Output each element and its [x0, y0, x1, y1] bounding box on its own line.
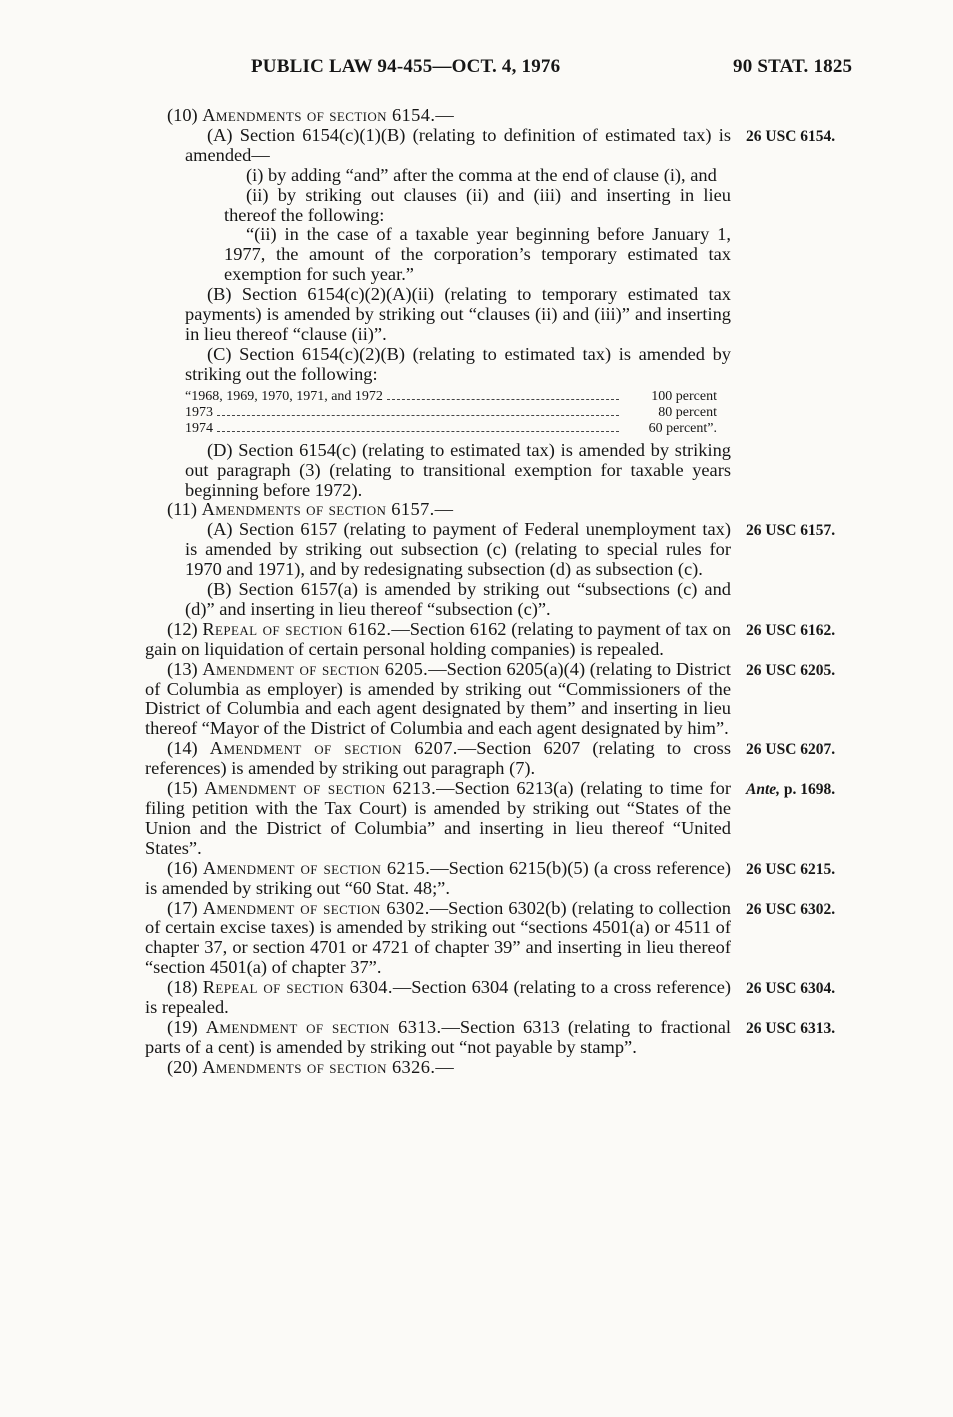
paragraph: (12) Repeal of section 6162.—Section 6162 (relating to payment of tax on gain on liquidation of certain personal holding companies) is repealed.	[145, 618, 732, 659]
paragraph: (14) Amendment of section 6207.—Section 6207 (relating to cross references) is amended by striking out paragraph (7).	[145, 738, 731, 779]
margin-citation: 26 USC 6207.	[746, 741, 836, 758]
margin-citation: 26 USC 6302.	[746, 901, 836, 918]
margin-citation: 26 USC 6304.	[746, 980, 836, 997]
statute-text	[145, 106, 731, 1078]
section-heading: Amendment of section 6215.	[202, 857, 431, 878]
paragraph: (A) Section 6157 (relating to payment of Federal unemployment tax) is amended by striking out subsection (c) (relating to special rules for 1970 and 1971), and by redesignating subsection (d) as subsection (c).	[185, 519, 731, 580]
rate-year: 1973	[185, 404, 213, 420]
paragraph: (B) Section 6154(c)(2)(A)(ii) (relating to temporary estimated tax payments) is amended by striking out “clauses (ii) and (iii)” and inserting in lieu thereof “clause (ii)”.	[185, 284, 731, 344]
paragraph: “(ii) in the case of a taxable year beginning before January 1, 1977, the amount of the corporation’s temporary estimated tax exemption for such year.”	[224, 224, 731, 285]
section-heading: Amendments of section 6154.	[202, 105, 436, 125]
paragraph: (A) Section 6154(c)(1)(B) (relating to definition of estimated tax) is amended—	[185, 124, 731, 165]
margin-citation: 26 USC 6205.	[746, 662, 836, 679]
section-heading: Amendment of section 6313.	[205, 1016, 442, 1037]
rate-table-row	[185, 405, 717, 421]
paragraph: (18) Repeal of section 6304.—Section 6304 (relating to a cross reference) is repealed.	[145, 977, 731, 1018]
section-heading: Amendment of section 6213.	[204, 778, 437, 799]
paragraph: (C) Section 6154(c)(2)(B) (relating to estimated tax) is amended by striking out the following:	[185, 343, 731, 384]
paragraph: (15) Amendment of section 6213.—Section 6213(a) (relating to time for filing petition with the Tax Court) is amended by striking out “States of the Union and the District of Columbia” and inserting in lieu thereof “United States”.	[145, 778, 731, 858]
paragraph: (10) Amendments of section 6154.—	[167, 105, 454, 125]
rate-percent: 60 percent”.	[648, 420, 717, 436]
margin-citation: 26 USC 6162.	[746, 622, 836, 639]
running-header: PUBLIC LAW 94-455—OCT. 4, 1976	[251, 56, 561, 77]
margin-citation: 26 USC 6157.	[746, 522, 836, 539]
margin-citation: Ante, p. 1698.	[746, 781, 836, 798]
paragraph: (B) Section 6157(a) is amended by striking out “subsections (c) and (d)” and inserting in lieu thereof “subsection (c)”.	[185, 579, 731, 619]
paragraph: (17) Amendment of section 6302.—Section 6302(b) (relating to collection of certain excise taxes) is amended by striking out “sections 4501(a) or 4511 of chapter 37, or section 4701 or 4721 of chapter 39” and inserting in lieu thereof “section 4501(a) of chapter 37”.	[145, 897, 731, 978]
section-heading: Amendment of section 6302.	[202, 897, 430, 918]
leader-dots	[217, 430, 619, 432]
margin-citation: 26 USC 6215.	[746, 861, 836, 878]
paragraph: (16) Amendment of section 6215.—Section 6215(b)(5) (a cross reference) is amended by striking out “60 Stat. 48;”.	[145, 857, 731, 898]
rate-table	[185, 389, 717, 437]
leader-dots	[387, 398, 619, 400]
rate-table-row	[185, 389, 717, 405]
section-heading: Repeal of section 6162.	[202, 618, 392, 639]
rate-table-row	[185, 421, 717, 437]
section-heading: Repeal of section 6304.	[202, 977, 393, 998]
paragraph: (ii) by striking out clauses (ii) and (iii) and inserting in lieu thereof the following:	[224, 184, 731, 225]
rate-percent: 100 percent	[651, 388, 717, 404]
section-heading: Amendment of section 6207.	[209, 738, 458, 759]
paragraph: (D) Section 6154(c) (relating to estimated tax) is amended by striking out paragraph (3) (relating to transitional exemption for taxable years beginning before 1972).	[185, 439, 731, 500]
section-heading: Amendments of section 6326.	[202, 1056, 436, 1077]
paragraph: (19) Amendment of section 6313.—Section 6313 (relating to fractional parts of a cent) is amended by striking out “not payable by stamp”.	[145, 1016, 731, 1057]
section-heading: Amendment of section 6205.	[202, 658, 429, 679]
paragraph: (i) by adding “and” after the comma at the end of clause (i), and	[246, 164, 717, 185]
rate-year: 1974	[185, 420, 213, 436]
margin-citation: 26 USC 6313.	[746, 1020, 836, 1037]
rate-year: “1968, 1969, 1970, 1971, and 1972	[185, 388, 383, 404]
section-heading: Amendments of section 6157.	[201, 499, 435, 520]
leader-dots	[217, 414, 619, 416]
statute-page-number: 90 STAT. 1825	[733, 56, 853, 77]
paragraph: (11) Amendments of section 6157.—	[167, 499, 454, 520]
paragraph: (20) Amendments of section 6326.—	[167, 1056, 454, 1077]
rate-percent: 80 percent	[658, 404, 717, 420]
margin-citation: 26 USC 6154.	[746, 128, 836, 145]
paragraph: (13) Amendment of section 6205.—Section 6205(a)(4) (relating to District of Columbia as employer) is amended by striking out “Commissioners of the District of Columbia and each agent designated by them” and inserting in lieu thereof “Mayor of the District of Columbia and each agent designated by him”.	[145, 658, 731, 739]
